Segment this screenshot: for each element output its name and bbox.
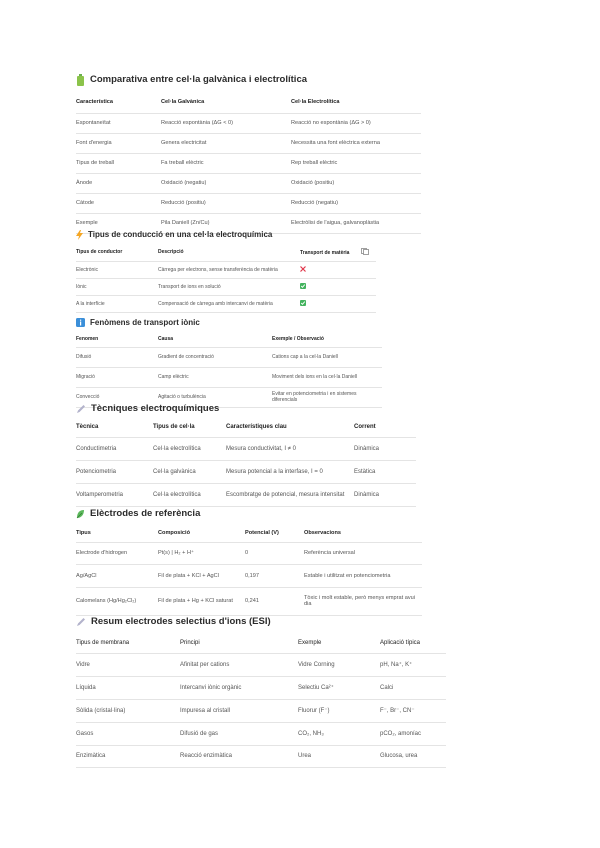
section-transport <box>76 318 382 408</box>
column-header: Cel·la Electrolítica <box>291 92 421 113</box>
column-header: Descripció <box>158 244 300 261</box>
ise-table <box>76 633 446 768</box>
comparison-table <box>76 92 421 234</box>
column-header: Tipus de conductor <box>76 244 158 261</box>
column-header: Característiques clau <box>226 418 354 437</box>
column-header: Composició <box>158 525 245 542</box>
copy-icon[interactable] <box>361 248 369 257</box>
checkmark-icon <box>300 283 306 291</box>
leaf-icon <box>76 509 85 519</box>
table-row: Voltamperometria Cel·la electrolítica Escombratge de potencial, mesura intensitat Dinàmica <box>76 483 416 506</box>
column-header: Tipus de membrana <box>76 633 180 653</box>
section-title: Tipus de conducció en una cel·la electroquímica <box>76 230 376 240</box>
table-row: A la interfície Compensació de càrrega amb intercanvi de matèria <box>76 295 376 312</box>
column-header: Característica <box>76 92 161 113</box>
table-row: Difusió Gradient de concentració Cations cap a la cel·la Daniell <box>76 347 382 367</box>
column-header: Exemple <box>298 633 380 653</box>
lightning-icon <box>76 230 83 240</box>
section-conduction <box>76 230 376 313</box>
column-header: Fenomen <box>76 332 158 347</box>
column-header: Tipus <box>76 525 158 542</box>
table-row: Ag/AgCl Fil de plata + KCl + AgCl 0,197 Estable i utilitzat en potenciometria <box>76 564 422 587</box>
pen-icon <box>76 617 86 627</box>
column-header: Tècnica <box>76 418 153 437</box>
column-header: Exemple / Observació <box>272 332 382 347</box>
column-header: Cel·la Galvànica <box>161 92 291 113</box>
table-row: Iònic Transport de ions en solució <box>76 278 376 295</box>
transport-table <box>76 332 382 408</box>
table-row: Convecció Agitació o turbulència Evitar en potenciometria i en sistemes diferencials <box>76 387 382 407</box>
section-comparison <box>76 74 421 234</box>
table-row: Exemple Pila Daniell (Zn/Cu) Electròlisi de l'aigua, galvanoplàstia <box>76 213 421 233</box>
cross-icon <box>300 266 306 274</box>
table-row: Sòlida (cristal·lina) Impuresa al cristall Fluorur (F⁻) F⁻, Br⁻, CN⁻ <box>76 699 446 722</box>
table-row: Font d'energia Genera electricitat Necessita una font elèctrica externa <box>76 133 421 153</box>
table-row: Vidre Afinitat per cations Vidre Corning pH, Na⁺, K⁺ <box>76 653 446 676</box>
table-row: Electrode d'hidrogen Pt(s) | H₂ + H⁺ 0 Referència universal <box>76 542 422 564</box>
column-header: Causa <box>158 332 272 347</box>
checkmark-icon <box>300 300 306 308</box>
column-header: Principi <box>180 633 298 653</box>
table-row: Enzimàtica Reacció enzimàtica Urea Glucosa, urea <box>76 745 446 767</box>
column-header: Aplicació típica <box>380 633 446 653</box>
table-row: Calomelans (Hg/Hg₂Cl₂) Fil de plata + Hg + KCl saturat 0,241 Tòxic i molt estable, però menys emprat avui dia <box>76 587 422 615</box>
section-title: Elèctrodes de referència <box>76 509 422 519</box>
techniques-table <box>76 418 416 507</box>
section-reference-electrodes <box>76 509 422 616</box>
pen-icon <box>76 404 86 414</box>
section-title: Comparativa entre cel·la galvànica i electrolítica <box>76 74 421 86</box>
section-title: Fenòmens de transport iònic <box>76 318 382 327</box>
table-row: Tipus de treball Fa treball elèctric Rep treball elèctric <box>76 153 421 173</box>
reference-electrodes-table <box>76 525 422 616</box>
section-ise-summary <box>76 617 446 768</box>
table-row: Potenciometria Cel·la galvànica Mesura potencial a la interfase, I = 0 Estàtica <box>76 460 416 483</box>
section-title: Tècniques electroquímiques <box>76 404 416 414</box>
table-row: Ànode Oxidació (negatiu) Oxidació (positiu) <box>76 173 421 193</box>
column-header: Corrent <box>354 418 416 437</box>
info-icon <box>76 318 85 327</box>
table-row: Càtode Reducció (positiu) Reducció (negatiu) <box>76 193 421 213</box>
column-header: Tipus de cel·la <box>153 418 226 437</box>
column-header: Potencial (V) <box>245 525 304 542</box>
table-row: Migració Camp elèctric Moviment dels ions en la cel·la Daniell <box>76 367 382 387</box>
column-header: Transport de matèria <box>300 244 376 261</box>
section-techniques <box>76 404 416 507</box>
battery-icon <box>76 74 85 86</box>
table-row: Conductimetria Cel·la electrolítica Mesura conductivitat, I ≠ 0 Dinàmica <box>76 437 416 460</box>
column-header: Observacions <box>304 525 422 542</box>
conduction-table <box>76 244 376 313</box>
table-row: Electrònic Càrrega per electrons, sense transferència de matèria <box>76 261 376 278</box>
table-row: Gasos Difusió de gas CO₂, NH₃ pCO₂, amoníac <box>76 722 446 745</box>
section-title: Resum electrodes selectius d'ions (ESI) <box>76 617 446 627</box>
table-row: Espontaneïtat Reacció espontània (ΔG < 0) Reacció no espontània (ΔG > 0) <box>76 113 421 133</box>
table-row: Líquida Intercanvi iònic orgànic Selectiu Ca²⁺ Calci <box>76 676 446 699</box>
